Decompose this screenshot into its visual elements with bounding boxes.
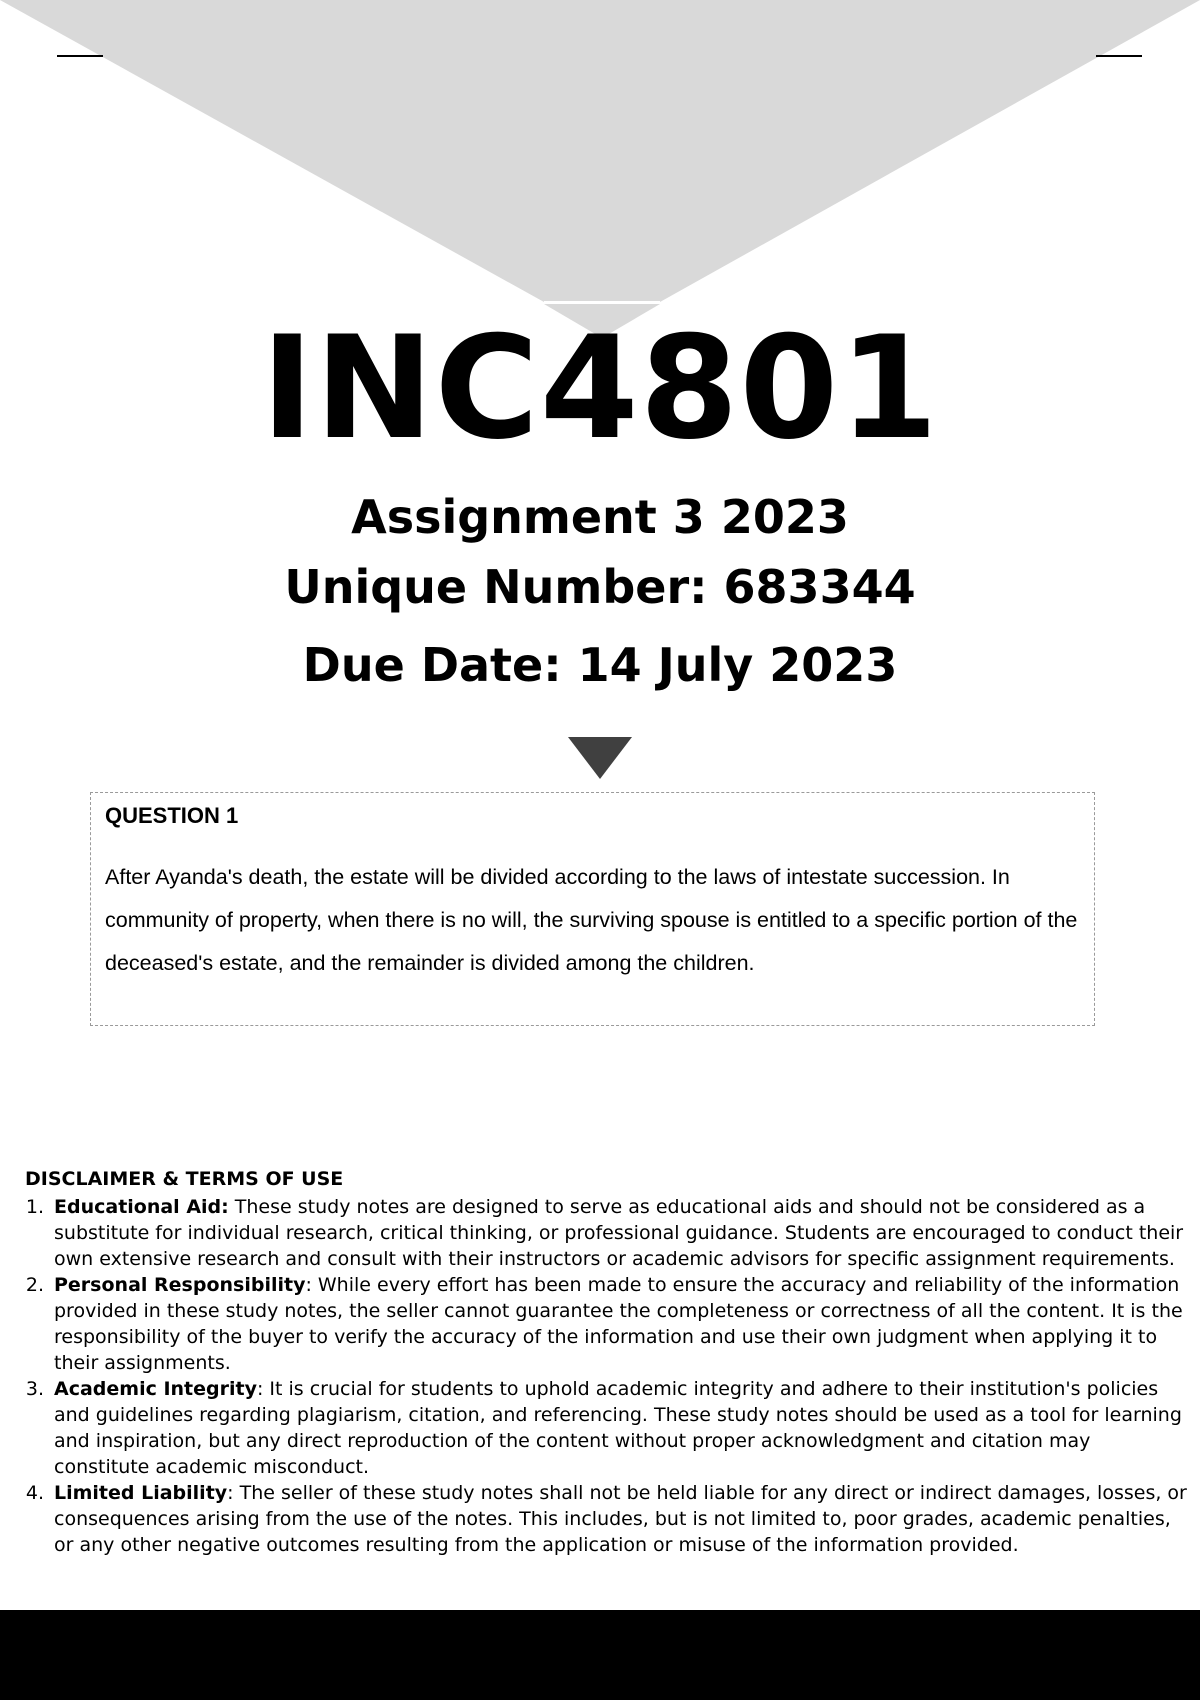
terms-item [16,1376,1188,1480]
top-right-rule [1096,55,1142,57]
terms-item-number: 2. [25,1274,44,1296]
question-text: After Ayanda's death, the estate will be divided according to the laws of intestate succession. In community of property, when there is no will, the surviving spouse is entitled to a specific portion of the deceased's estate, and the remainder is divided among the children. [105,865,1078,975]
assignment-title: Assignment 3 2023 [351,490,849,544]
question-box [90,792,1095,1026]
question-title: QUESTION 1 [105,803,239,828]
disclaimer-section [16,1166,1188,1558]
terms-item-number: 4. [25,1482,44,1504]
terms-item-heading: Personal Responsibility [54,1274,306,1296]
disclaimer-title: DISCLAIMER & TERMS OF USE [25,1168,344,1190]
terms-item-heading: Educational Aid: [54,1196,229,1218]
terms-item-heading: Academic Integrity [54,1378,257,1400]
terms-item [16,1194,1188,1272]
terms-item-text: : While every effort has been made to ensure the accuracy and reliability of the information provided in these study notes, the seller cannot guarantee the completeness or correctness of all the content. It is the responsibility of the buyer to verify the accuracy of the information and use their own judgment when applying it to their assignments. [54,1274,1183,1374]
top-banner-chevron [0,0,1200,345]
terms-list [16,1194,1188,1558]
terms-item-text: : It is crucial for students to uphold academic integrity and adhere to their institution's policies and guidelines regarding plagiarism, citation, and referencing. These study notes should be used as a tool for learning and inspiration, but any direct reproduction of the content without proper acknowledgment and citation may constitute academic misconduct. [54,1378,1182,1478]
terms-item [16,1272,1188,1376]
terms-item-number: 3. [25,1378,44,1400]
course-code: INC4801 [260,306,940,471]
down-arrow-icon [568,737,632,779]
footer-bar [0,1610,1200,1700]
due-date: Due Date: 14 July 2023 [302,638,898,692]
terms-item-text: These study notes are designed to serve as educational aids and should not be considered as a substitute for individual research, critical thinking, or professional guidance. Students are encouraged to conduct their own extensive research and consult with their instructors or academic advisors for specific assignment requirements. [54,1196,1184,1270]
terms-item [16,1480,1188,1558]
terms-item-number: 1. [25,1196,44,1218]
unique-number: Unique Number: 683344 [284,560,916,614]
top-left-rule [57,55,103,57]
terms-item-heading: Limited Liability [54,1482,228,1504]
terms-item-text: : The seller of these study notes shall not be held liable for any direct or indirect damages, losses, or consequences arising from the use of the notes. This includes, but is not limited to, poor grades, academic penalties, or any other negative outcomes resulting from the application or misuse of the information provided. [54,1482,1187,1556]
